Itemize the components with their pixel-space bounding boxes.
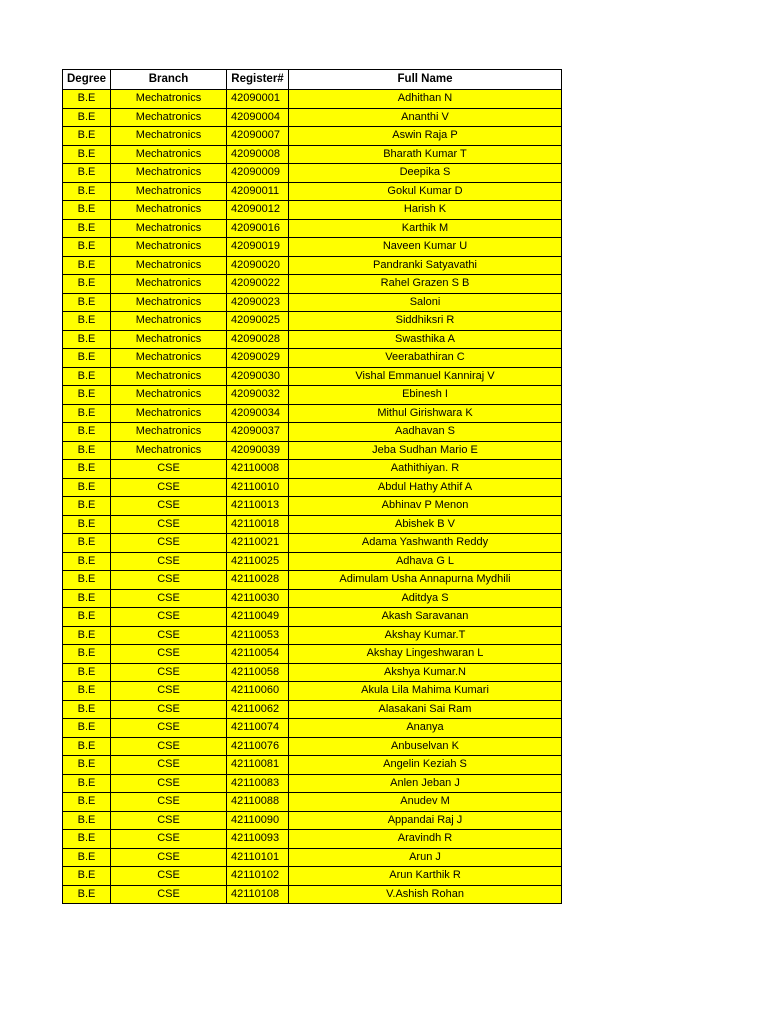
degree-cell: B.E <box>63 552 111 571</box>
register-number-cell: 42110060 <box>227 682 289 701</box>
branch-cell: CSE <box>111 497 227 516</box>
full-name-cell: Aditdya S <box>289 589 562 608</box>
table-row <box>63 478 562 497</box>
full-name-cell: Angelin Keziah S <box>289 756 562 775</box>
table-row <box>63 885 562 904</box>
full-name-cell: Jeba Sudhan Mario E <box>289 441 562 460</box>
register-number-cell: 42110108 <box>227 885 289 904</box>
branch-cell: Mechatronics <box>111 238 227 257</box>
degree-cell: B.E <box>63 293 111 312</box>
table-row <box>63 219 562 238</box>
header-degree: Degree <box>63 70 111 90</box>
full-name-cell: Anlen Jeban J <box>289 774 562 793</box>
table-row <box>63 182 562 201</box>
degree-cell: B.E <box>63 793 111 812</box>
degree-cell: B.E <box>63 330 111 349</box>
table-row <box>63 534 562 553</box>
full-name-cell: Vishal Emmanuel Kanniraj V <box>289 367 562 386</box>
degree-cell: B.E <box>63 404 111 423</box>
full-name-cell: Ananthi V <box>289 108 562 127</box>
degree-cell: B.E <box>63 256 111 275</box>
branch-cell: CSE <box>111 589 227 608</box>
branch-cell: Mechatronics <box>111 293 227 312</box>
table-row <box>63 108 562 127</box>
degree-cell: B.E <box>63 719 111 738</box>
degree-cell: B.E <box>63 182 111 201</box>
table-row <box>63 811 562 830</box>
register-number-cell: 42090039 <box>227 441 289 460</box>
register-number-cell: 42110030 <box>227 589 289 608</box>
full-name-cell: Adimulam Usha Annapurna Mydhili <box>289 571 562 590</box>
degree-cell: B.E <box>63 478 111 497</box>
register-number-cell: 42110054 <box>227 645 289 664</box>
branch-cell: CSE <box>111 552 227 571</box>
full-name-cell: Swasthika A <box>289 330 562 349</box>
register-number-cell: 42110018 <box>227 515 289 534</box>
branch-cell: Mechatronics <box>111 275 227 294</box>
full-name-cell: Abdul Hathy Athif A <box>289 478 562 497</box>
degree-cell: B.E <box>63 145 111 164</box>
table-row <box>63 626 562 645</box>
degree-cell: B.E <box>63 515 111 534</box>
full-name-cell: Pandranki Satyavathi <box>289 256 562 275</box>
branch-cell: CSE <box>111 848 227 867</box>
table-row <box>63 90 562 109</box>
table-row <box>63 238 562 257</box>
register-number-cell: 42110053 <box>227 626 289 645</box>
branch-cell: CSE <box>111 663 227 682</box>
full-name-cell: Ebinesh I <box>289 386 562 405</box>
degree-cell: B.E <box>63 589 111 608</box>
register-number-cell: 42090011 <box>227 182 289 201</box>
full-name-cell: Aadhavan S <box>289 423 562 442</box>
degree-cell: B.E <box>63 275 111 294</box>
register-number-cell: 42090009 <box>227 164 289 183</box>
register-number-cell: 42090022 <box>227 275 289 294</box>
register-number-cell: 42110083 <box>227 774 289 793</box>
branch-cell: CSE <box>111 830 227 849</box>
table-row <box>63 441 562 460</box>
table-row <box>63 164 562 183</box>
branch-cell: Mechatronics <box>111 367 227 386</box>
full-name-cell: Aravindh R <box>289 830 562 849</box>
full-name-cell: Arun Karthik R <box>289 867 562 886</box>
branch-cell: CSE <box>111 571 227 590</box>
branch-cell: CSE <box>111 811 227 830</box>
degree-cell: B.E <box>63 386 111 405</box>
register-number-cell: 42110028 <box>227 571 289 590</box>
full-name-cell: Rahel Grazen S B <box>289 275 562 294</box>
register-number-cell: 42110081 <box>227 756 289 775</box>
register-number-cell: 42090020 <box>227 256 289 275</box>
branch-cell: Mechatronics <box>111 423 227 442</box>
branch-cell: Mechatronics <box>111 201 227 220</box>
degree-cell: B.E <box>63 848 111 867</box>
register-number-cell: 42110049 <box>227 608 289 627</box>
table-row <box>63 756 562 775</box>
branch-cell: CSE <box>111 793 227 812</box>
table-body <box>63 90 562 904</box>
degree-cell: B.E <box>63 534 111 553</box>
degree-cell: B.E <box>63 441 111 460</box>
degree-cell: B.E <box>63 201 111 220</box>
header-branch: Branch <box>111 70 227 90</box>
branch-cell: CSE <box>111 478 227 497</box>
full-name-cell: Anudev M <box>289 793 562 812</box>
register-number-cell: 42090030 <box>227 367 289 386</box>
full-name-cell: Bharath Kumar T <box>289 145 562 164</box>
branch-cell: Mechatronics <box>111 404 227 423</box>
branch-cell: CSE <box>111 700 227 719</box>
branch-cell: CSE <box>111 460 227 479</box>
branch-cell: Mechatronics <box>111 219 227 238</box>
full-name-cell: Aswin Raja P <box>289 127 562 146</box>
table-row <box>63 737 562 756</box>
branch-cell: CSE <box>111 534 227 553</box>
register-number-cell: 42110102 <box>227 867 289 886</box>
branch-cell: Mechatronics <box>111 127 227 146</box>
degree-cell: B.E <box>63 349 111 368</box>
table-row <box>63 256 562 275</box>
table-row <box>63 700 562 719</box>
table-row <box>63 515 562 534</box>
register-number-cell: 42090008 <box>227 145 289 164</box>
degree-cell: B.E <box>63 885 111 904</box>
full-name-cell: Adhava G L <box>289 552 562 571</box>
table-row <box>63 719 562 738</box>
register-number-cell: 42090019 <box>227 238 289 257</box>
table-row <box>63 367 562 386</box>
table-row <box>63 312 562 331</box>
table-row <box>63 423 562 442</box>
degree-cell: B.E <box>63 737 111 756</box>
full-name-cell: Adama Yashwanth Reddy <box>289 534 562 553</box>
degree-cell: B.E <box>63 682 111 701</box>
degree-cell: B.E <box>63 312 111 331</box>
student-register-table <box>62 69 562 904</box>
degree-cell: B.E <box>63 626 111 645</box>
branch-cell: Mechatronics <box>111 441 227 460</box>
table-row <box>63 571 562 590</box>
full-name-cell: Anbuselvan K <box>289 737 562 756</box>
full-name-cell: Arun J <box>289 848 562 867</box>
degree-cell: B.E <box>63 663 111 682</box>
register-number-cell: 42090032 <box>227 386 289 405</box>
degree-cell: B.E <box>63 830 111 849</box>
register-number-cell: 42090029 <box>227 349 289 368</box>
degree-cell: B.E <box>63 774 111 793</box>
degree-cell: B.E <box>63 497 111 516</box>
table-row <box>63 793 562 812</box>
branch-cell: CSE <box>111 608 227 627</box>
degree-cell: B.E <box>63 127 111 146</box>
table-row <box>63 682 562 701</box>
degree-cell: B.E <box>63 108 111 127</box>
register-number-cell: 42110062 <box>227 700 289 719</box>
register-number-cell: 42090001 <box>227 90 289 109</box>
register-number-cell: 42110058 <box>227 663 289 682</box>
full-name-cell: Karthik M <box>289 219 562 238</box>
branch-cell: CSE <box>111 756 227 775</box>
register-number-cell: 42090028 <box>227 330 289 349</box>
register-number-cell: 42090037 <box>227 423 289 442</box>
register-number-cell: 42110076 <box>227 737 289 756</box>
branch-cell: CSE <box>111 774 227 793</box>
branch-cell: Mechatronics <box>111 182 227 201</box>
branch-cell: Mechatronics <box>111 330 227 349</box>
table-row <box>63 497 562 516</box>
register-number-cell: 42090016 <box>227 219 289 238</box>
table-row <box>63 145 562 164</box>
table-row <box>63 663 562 682</box>
branch-cell: CSE <box>111 626 227 645</box>
degree-cell: B.E <box>63 219 111 238</box>
full-name-cell: Akshay Lingeshwaran L <box>289 645 562 664</box>
register-number-cell: 42090004 <box>227 108 289 127</box>
table-row <box>63 460 562 479</box>
register-number-cell: 42110010 <box>227 478 289 497</box>
degree-cell: B.E <box>63 645 111 664</box>
degree-cell: B.E <box>63 571 111 590</box>
full-name-cell: Akula Lila Mahima Kumari <box>289 682 562 701</box>
branch-cell: Mechatronics <box>111 90 227 109</box>
table-row <box>63 330 562 349</box>
branch-cell: CSE <box>111 719 227 738</box>
table-row <box>63 867 562 886</box>
register-number-cell: 42090007 <box>227 127 289 146</box>
degree-cell: B.E <box>63 811 111 830</box>
header-register-number: Register# <box>227 70 289 90</box>
full-name-cell: Naveen Kumar U <box>289 238 562 257</box>
branch-cell: Mechatronics <box>111 164 227 183</box>
full-name-cell: Siddhiksri R <box>289 312 562 331</box>
table-row <box>63 293 562 312</box>
degree-cell: B.E <box>63 367 111 386</box>
register-number-cell: 42090012 <box>227 201 289 220</box>
full-name-cell: Saloni <box>289 293 562 312</box>
full-name-cell: Abishek B V <box>289 515 562 534</box>
full-name-cell: Akshay Kumar.T <box>289 626 562 645</box>
full-name-cell: Veerabathiran C <box>289 349 562 368</box>
full-name-cell: Gokul Kumar D <box>289 182 562 201</box>
branch-cell: Mechatronics <box>111 312 227 331</box>
table-row <box>63 608 562 627</box>
full-name-cell: Ananya <box>289 719 562 738</box>
branch-cell: CSE <box>111 885 227 904</box>
register-number-cell: 42110013 <box>227 497 289 516</box>
register-number-cell: 42110074 <box>227 719 289 738</box>
table-row <box>63 645 562 664</box>
table-row <box>63 774 562 793</box>
register-number-cell: 42110093 <box>227 830 289 849</box>
branch-cell: Mechatronics <box>111 145 227 164</box>
degree-cell: B.E <box>63 460 111 479</box>
full-name-cell: Akash Saravanan <box>289 608 562 627</box>
branch-cell: CSE <box>111 645 227 664</box>
branch-cell: Mechatronics <box>111 256 227 275</box>
branch-cell: CSE <box>111 867 227 886</box>
register-number-cell: 42090025 <box>227 312 289 331</box>
table-row <box>63 552 562 571</box>
branch-cell: Mechatronics <box>111 108 227 127</box>
register-number-cell: 42110090 <box>227 811 289 830</box>
full-name-cell: Alasakani Sai Ram <box>289 700 562 719</box>
table-row <box>63 201 562 220</box>
full-name-cell: Abhinav P Menon <box>289 497 562 516</box>
header-full-name: Full Name <box>289 70 562 90</box>
full-name-cell: Mithul Girishwara K <box>289 404 562 423</box>
branch-cell: Mechatronics <box>111 386 227 405</box>
table-row <box>63 349 562 368</box>
header-row <box>63 70 562 90</box>
register-number-cell: 42110101 <box>227 848 289 867</box>
degree-cell: B.E <box>63 608 111 627</box>
full-name-cell: Harish K <box>289 201 562 220</box>
full-name-cell: Aathithiyan. R <box>289 460 562 479</box>
branch-cell: CSE <box>111 737 227 756</box>
full-name-cell: Akshya Kumar.N <box>289 663 562 682</box>
degree-cell: B.E <box>63 90 111 109</box>
degree-cell: B.E <box>63 238 111 257</box>
degree-cell: B.E <box>63 756 111 775</box>
full-name-cell: Adhithan N <box>289 90 562 109</box>
table-row <box>63 404 562 423</box>
table-row <box>63 848 562 867</box>
branch-cell: CSE <box>111 515 227 534</box>
full-name-cell: Deepika S <box>289 164 562 183</box>
register-number-cell: 42090023 <box>227 293 289 312</box>
register-number-cell: 42110021 <box>227 534 289 553</box>
full-name-cell: Appandai Raj J <box>289 811 562 830</box>
degree-cell: B.E <box>63 700 111 719</box>
branch-cell: CSE <box>111 682 227 701</box>
register-number-cell: 42110088 <box>227 793 289 812</box>
table-row <box>63 386 562 405</box>
full-name-cell: V.Ashish Rohan <box>289 885 562 904</box>
register-number-cell: 42110008 <box>227 460 289 479</box>
degree-cell: B.E <box>63 164 111 183</box>
degree-cell: B.E <box>63 423 111 442</box>
table-row <box>63 589 562 608</box>
degree-cell: B.E <box>63 867 111 886</box>
register-number-cell: 42090034 <box>227 404 289 423</box>
table-header <box>63 70 562 90</box>
table-row <box>63 127 562 146</box>
table-row <box>63 275 562 294</box>
register-number-cell: 42110025 <box>227 552 289 571</box>
branch-cell: Mechatronics <box>111 349 227 368</box>
table-row <box>63 830 562 849</box>
